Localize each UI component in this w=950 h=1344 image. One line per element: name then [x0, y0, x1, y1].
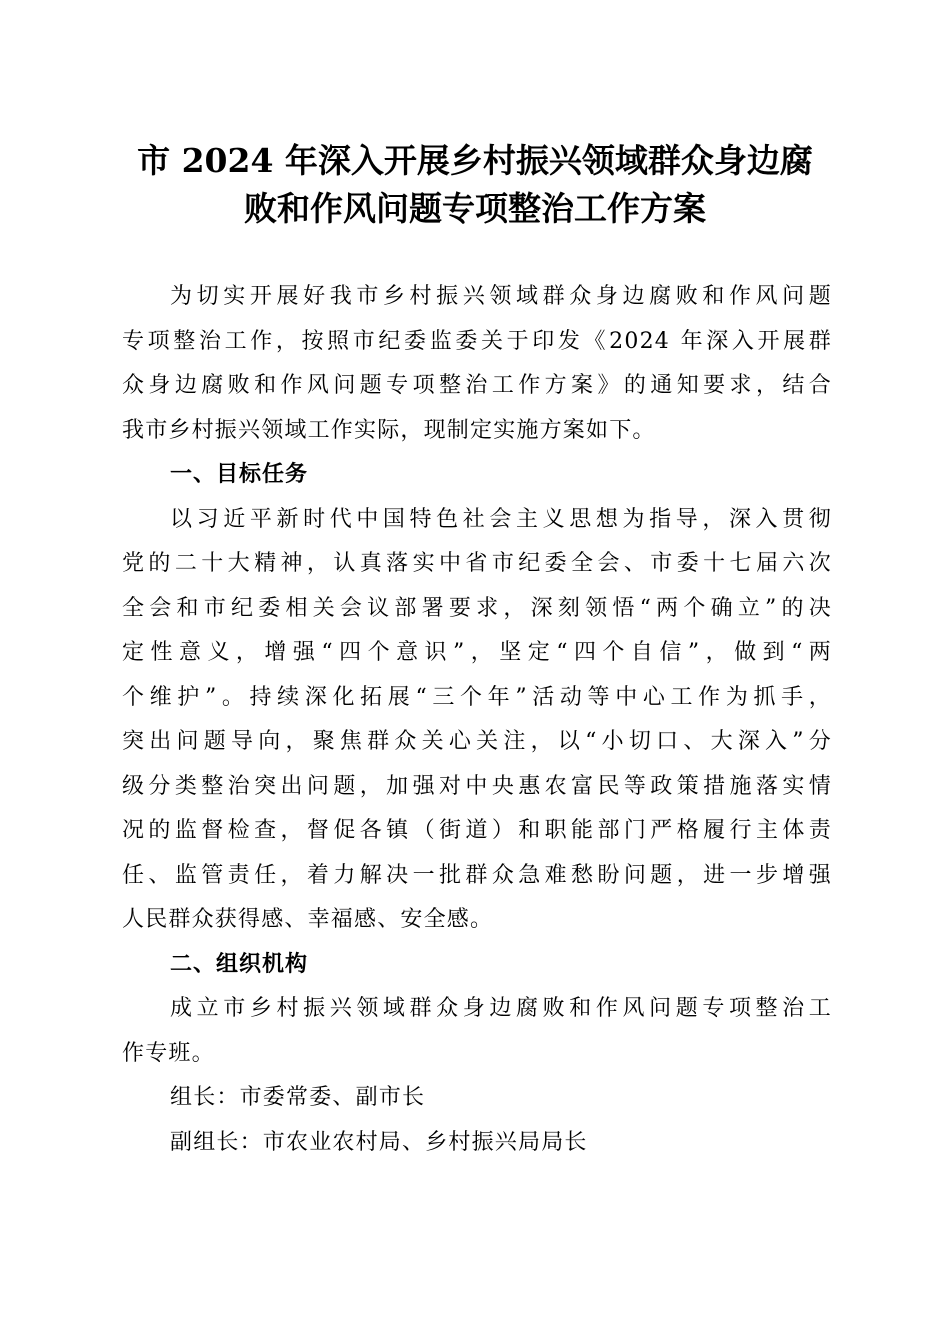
title-line-2: 败和作风问题专项整治工作方案 [244, 189, 706, 228]
document-title [110, 137, 840, 233]
section-heading-goals: 一、目标任务 [170, 462, 309, 487]
paragraph-line: 全会和市纪委相关会议部署要求，深刻领悟“两个确立”的决 [122, 595, 832, 621]
paragraph-line: 作专班。 [122, 1040, 215, 1066]
paragraph-line: 个维护”。持续深化拓展“三个年”活动等中心工作为抓手， [122, 684, 832, 710]
paragraph-line: 级分类整治突出问题，加强对中央惠农富民等政策措施落实情 [122, 773, 832, 799]
paragraph-line: 定性意义，增强“四个意识”，坚定“四个自信”，做到“两 [122, 640, 832, 665]
section-heading-organization: 二、组织机构 [170, 951, 309, 977]
paragraph-line: 我市乡村振兴领域工作实际，现制定实施方案如下。 [122, 417, 656, 443]
title-line-1: 市 2024 年深入开展乡村振兴领域群众身边腐 [137, 141, 813, 180]
document-body [122, 275, 832, 1165]
goals-paragraph [122, 498, 832, 943]
paragraph-line: 党的二十大精神，认真落实中省市纪委全会、市委十七届六次 [122, 551, 832, 576]
paragraph-line: 人民群众获得感、幸福感、安全感。 [122, 907, 494, 932]
intro-paragraph [122, 275, 832, 453]
paragraph-line: 众身边腐败和作风问题专项整治工作方案》的通知要求，结合 [122, 373, 832, 398]
paragraph-line: 成立市乡村振兴领域群众身边腐败和作风问题专项整治工 [170, 996, 832, 1021]
paragraph-line: 突出问题导向，聚焦群众关心关注，以“小切口、大深入”分 [122, 729, 832, 754]
paragraph-line: 任、监管责任，着力解决一批群众急难愁盼问题，进一步增强 [122, 862, 832, 888]
paragraph-line: 况的监督检查，督促各镇（街道）和职能部门严格履行主体责 [122, 818, 832, 843]
deputy-leader-line: 副组长：市农业农村局、乡村振兴局局长 [170, 1129, 588, 1155]
paragraph-line: 为切实开展好我市乡村振兴领域群众身边腐败和作风问题 [170, 284, 832, 309]
paragraph-line: 以习近平新时代中国特色社会主义思想为指导，深入贯彻 [170, 506, 832, 532]
leader-line: 组长：市委常委、副市长 [170, 1085, 426, 1110]
organization-paragraph [122, 987, 832, 1076]
paragraph-line: 专项整治工作，按照市纪委监委关于印发《2024 年深入开展群 [122, 328, 832, 354]
